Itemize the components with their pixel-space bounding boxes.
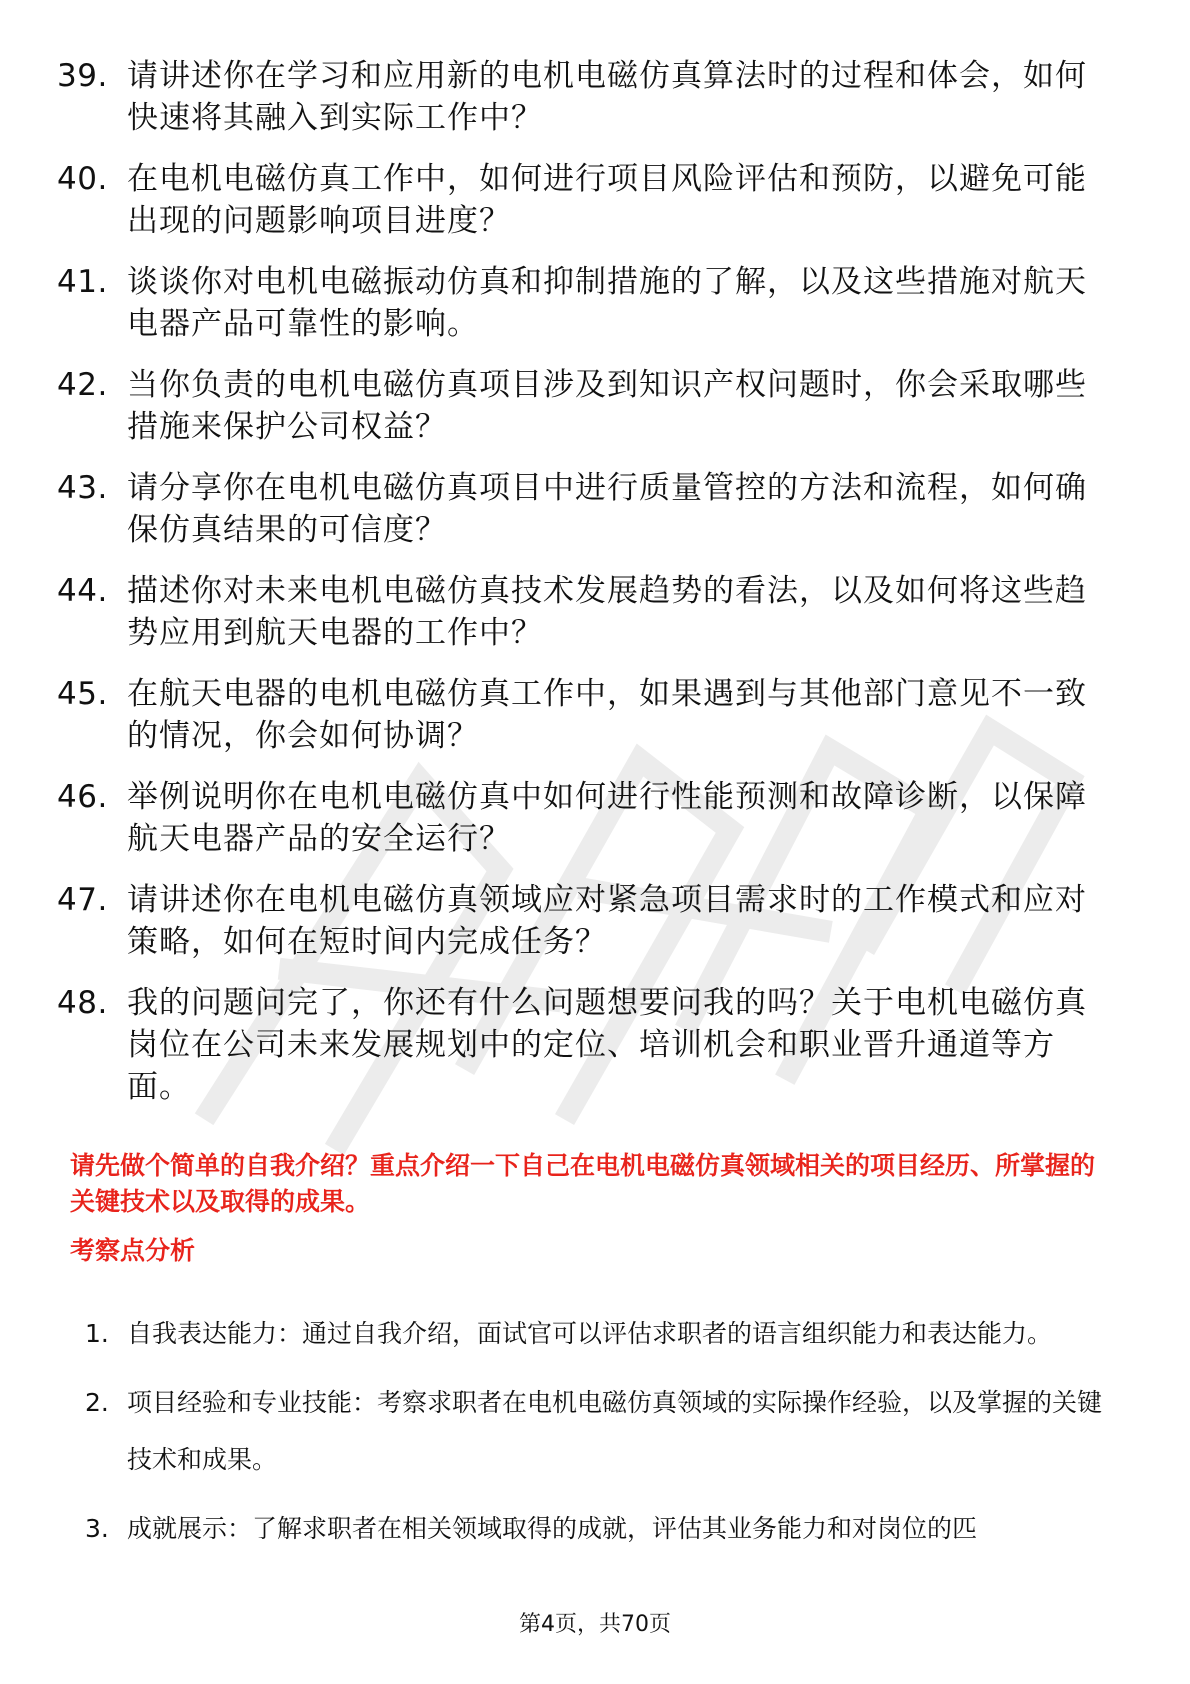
question-item [57, 55, 1117, 139]
question-text: 当你负责的电机电磁仿真项目涉及到知识产权问题时，你会采取哪些措施来保护公司权益？ [127, 367, 1087, 445]
analysis-number: 2. [85, 1388, 109, 1417]
analysis-item [85, 1374, 1115, 1488]
question-number: 42. [57, 367, 108, 403]
question-number: 44. [57, 573, 108, 609]
question-number: 45. [57, 676, 108, 712]
question-number: 40. [57, 161, 108, 197]
question-text: 请分享你在电机电磁仿真项目中进行质量管控的方法和流程，如何确保仿真结果的可信度？ [127, 470, 1087, 548]
question-list [57, 55, 1117, 1127]
question-item [57, 261, 1117, 345]
question-item [57, 879, 1117, 963]
page-footer: 第4页，共70页 [519, 1612, 671, 1637]
question-number: 48. [57, 985, 108, 1021]
question-item [57, 364, 1117, 448]
analysis-text: 自我表达能力：通过自我介绍，面试官可以评估求职者的语言组织能力和表达能力。 [127, 1319, 1053, 1348]
question-text: 我的问题问完了，你还有什么问题想要问我的吗？关于电机电磁仿真岗位在公司未来发展规划中的定位、培训机会和职业晋升通道等方面。 [127, 985, 1087, 1105]
analysis-text: 项目经验和专业技能：考察求职者在电机电磁仿真领域的实际操作经验，以及掌握的关键技术和成果。 [127, 1388, 1103, 1474]
analysis-item [85, 1500, 1115, 1557]
question-number: 39. [57, 58, 108, 94]
question-item [57, 673, 1117, 757]
highlight-question: 请先做个简单的自我介绍？重点介绍一下自己在电机电磁仿真领域相关的项目经历、所掌握的关键技术以及取得的成果。 [70, 1151, 1096, 1216]
question-number: 46. [57, 779, 108, 815]
question-text: 在电机电磁仿真工作中，如何进行项目风险评估和预防，以避免可能出现的问题影响项目进度？ [127, 161, 1087, 239]
question-text: 举例说明你在电机电磁仿真中如何进行性能预测和故障诊断，以保障航天电器产品的安全运行？ [127, 779, 1087, 857]
analysis-heading: 考察点分析 [70, 1236, 196, 1265]
question-number: 43. [57, 470, 108, 506]
question-number: 47. [57, 882, 108, 918]
question-text: 描述你对未来电机电磁仿真技术发展趋势的看法，以及如何将这些趋势应用到航天电器的工作中？ [127, 573, 1087, 651]
analysis-item [85, 1305, 1115, 1362]
question-item [57, 982, 1117, 1108]
analysis-number: 3. [85, 1514, 109, 1543]
question-number: 41. [57, 264, 108, 300]
question-text: 请讲述你在学习和应用新的电机电磁仿真算法时的过程和体会，如何快速将其融入到实际工作中？ [127, 58, 1087, 136]
question-item [57, 570, 1117, 654]
question-text: 在航天电器的电机电磁仿真工作中，如果遇到与其他部门意见不一致的情况，你会如何协调？ [127, 676, 1087, 754]
question-item [57, 467, 1117, 551]
analysis-number: 1. [85, 1319, 109, 1348]
question-item [57, 776, 1117, 860]
question-text: 谈谈你对电机电磁振动仿真和抑制措施的了解，以及这些措施对航天电器产品可靠性的影响。 [127, 264, 1087, 342]
question-text: 请讲述你在电机电磁仿真领域应对紧急项目需求时的工作模式和应对策略，如何在短时间内完成任务？ [127, 882, 1087, 960]
question-item [57, 158, 1117, 242]
analysis-text: 成就展示：了解求职者在相关领域取得的成就，评估其业务能力和对岗位的匹 [127, 1514, 978, 1543]
analysis-list [85, 1305, 1115, 1569]
